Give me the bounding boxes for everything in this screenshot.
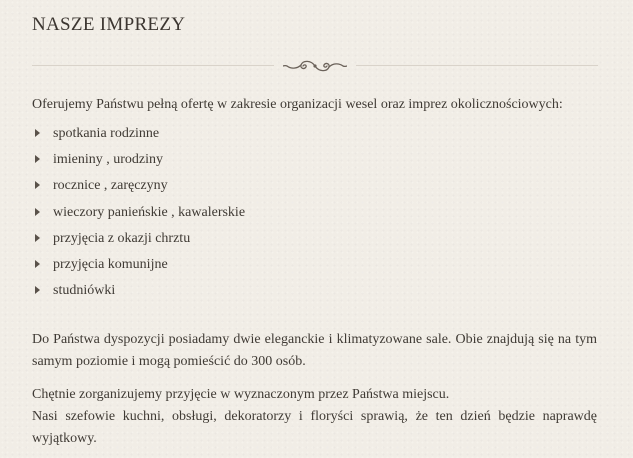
bullet-arrow-icon	[35, 155, 40, 163]
divider-line-right	[356, 65, 598, 66]
bullet-arrow-icon	[35, 234, 40, 242]
list-item	[32, 176, 245, 202]
bullet-arrow-icon	[35, 129, 40, 137]
bullet-arrow-icon	[35, 181, 40, 189]
offer-list	[32, 124, 245, 307]
list-item-label: przyjęcia z okazji chrztu	[53, 230, 191, 246]
bullet-arrow-icon	[35, 260, 40, 268]
list-item-label: przyjęcia komunijne	[53, 256, 168, 272]
ornamental-divider	[32, 56, 598, 76]
intro-text: Oferujemy Państwu pełną ofertę w zakresie organizacji wesel oraz imprez okolicznościowych:	[32, 97, 563, 112]
list-item-label: rocznice , zaręczyny	[53, 178, 168, 194]
list-item	[32, 229, 245, 255]
list-item	[32, 255, 245, 281]
venue-paragraph: Chętnie zorganizujemy przyjęcie w wyznaczonym przez Państwa miejscu.	[32, 387, 450, 402]
flourish-ornament-icon	[283, 57, 347, 75]
bullet-arrow-icon	[35, 208, 40, 216]
list-item	[32, 150, 245, 176]
list-item	[32, 124, 245, 150]
divider-line-left	[32, 65, 274, 66]
bullet-arrow-icon	[35, 286, 40, 294]
list-item	[32, 203, 245, 229]
page-title: NASZE IMPREZY	[32, 14, 186, 35]
list-item-label: studniówki	[53, 283, 116, 299]
list-item-label: spotkania rodzinne	[53, 126, 160, 141]
list-item-label: wieczory panieńskie , kawalerskie	[53, 204, 246, 220]
list-item	[32, 281, 245, 307]
halls-paragraph: Do Państwa dyspozycji posiadamy dwie eleganckie i klimatyzowane sale. Obie znajdują się na tym samym poziomie i mogą pomieścić do 300 osób.	[32, 332, 597, 369]
list-item-label: imieniny , urodziny	[53, 152, 164, 168]
staff-paragraph: Nasi szefowie kuchni, obsługi, dekoratorzy i floryści sprawią, że ten dzień będzie naprawdę wyjątkowy.	[32, 409, 597, 446]
